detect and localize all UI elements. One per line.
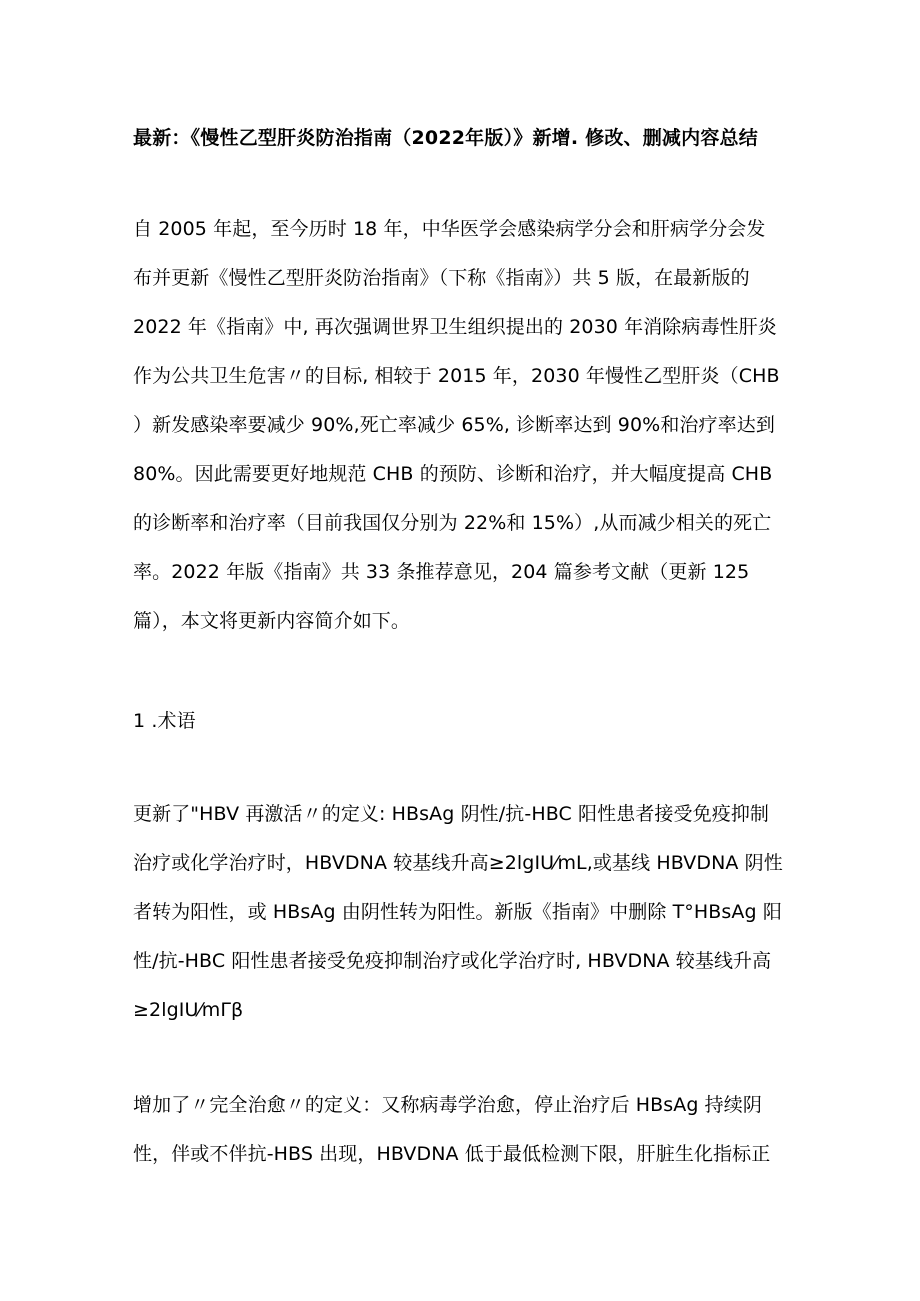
text-line: 的诊断率和治疗率（目前我国仅分别为 22%和 15%）,从而减少相关的死亡 <box>133 512 772 534</box>
section-heading-terminology <box>133 697 795 746</box>
text-line: 者转为阳性，或 HBsAg 由阴性转为阳性。新版《指南》中删除 T°HBsAg 阳 <box>133 901 782 923</box>
text-line: 布并更新《慢性乙型肝炎防治指南》（下称《指南》）共 5 版，在最新版的 <box>133 267 750 289</box>
text-line: ≥2lgIU⁄mΓβ <box>133 999 244 1021</box>
document-title: 最新：《慢性乙型肝炎防治指南（2022年版）》新增. 修改、删减内容总结 <box>133 127 758 149</box>
text-line: 篇），本文将更新内容简介如下。 <box>133 610 411 632</box>
text-line: 性，伴或不伴抗-HBS 出现，HBVDNA 低于最低检测下限，肝脏生化指标正 <box>133 1143 771 1165</box>
intro-paragraph <box>133 205 795 646</box>
complete-cure-paragraph <box>133 1081 795 1179</box>
text-line: 治疗或化学治疗时，HBVDNA 较基线升高≥2lgIU⁄mL,或基线 HBVDNA 阴性 <box>133 852 783 874</box>
text-line: 自 2005 年起，至今历时 18 年，中华医学会感染病学分会和肝病学分会发 <box>133 218 766 240</box>
text-line: 80%。因此需要更好地规范 CHB 的预防、诊断和治疗，并大幅度提高 CHB <box>133 463 773 485</box>
text-line: 更新了"HBV 再激活〃的定义: HBsAg 阴性/抗-HBC 阳性患者接受免疫抑制 <box>133 803 770 825</box>
section-heading: 1 .术语 <box>133 710 196 732</box>
text-line: 性/抗-HBC 阳性患者接受免疫抑制治疗或化学治疗时, HBVDNA 较基线升高 <box>133 950 772 972</box>
text-line: 作为公共卫生危害〃的目标, 相较于 2015 年，2030 年慢性乙型肝炎（CHB <box>133 365 780 387</box>
hbv-reactivation-paragraph <box>133 790 795 1035</box>
text-line: 2022 年《指南》中, 再次强调世界卫生组织提出的 2030 年消除病毒性肝炎 <box>133 316 777 338</box>
text-line: 率。2022 年版《指南》共 33 条推荐意见，204 篇参考文献（更新 125 <box>133 561 750 583</box>
text-line: 增加了〃完全治愈〃的定义：又称病毒学治愈，停止治疗后 HBsAg 持续阴 <box>133 1094 762 1116</box>
text-line: ）新发感染率要减少 90%,死亡率减少 65%, 诊断率达到 90%和治疗率达到 <box>133 414 775 436</box>
